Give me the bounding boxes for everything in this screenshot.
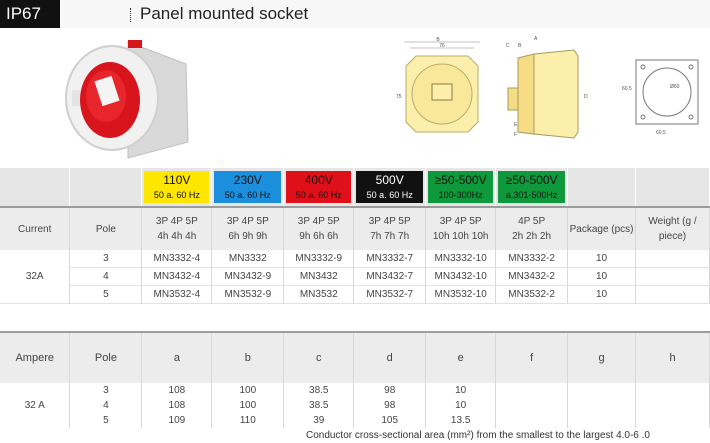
package-value: 10: [568, 268, 636, 286]
dim-value: [568, 413, 636, 428]
dim-value: 10: [426, 398, 496, 413]
dimension-table: [0, 331, 710, 428]
product-code: MN3332-9: [284, 250, 354, 268]
product-code: MN3332-2: [496, 250, 568, 268]
svg-text:C: C: [506, 43, 510, 49]
voltage-cell: [284, 168, 354, 207]
dim-value: [636, 413, 710, 428]
svg-text:B: B: [436, 37, 440, 43]
pole-value: 3: [70, 383, 142, 398]
header-blank: [70, 168, 142, 207]
dim-value: 108: [142, 383, 212, 398]
product-code-table: [0, 168, 710, 304]
dim-header-h: h: [636, 332, 710, 383]
dim-header-a: a: [142, 332, 212, 383]
svg-text:60.5: 60.5: [656, 130, 666, 136]
package-value: 10: [568, 250, 636, 268]
voltage-swatch: 400V 50 a. 60 Hz: [286, 171, 351, 203]
product-code: MN3432-4: [142, 268, 212, 286]
table-row: [0, 413, 710, 428]
dim-value: 38.5: [284, 398, 354, 413]
package-header: Package (pcs): [568, 207, 636, 250]
pole-config-header: 3P 4P 5P 4h 4h 4h: [142, 207, 212, 250]
dim-value: 13.5: [426, 413, 496, 428]
voltage-swatch: 230V 50 a. 60 Hz: [214, 171, 281, 203]
dim-value: [636, 398, 710, 413]
product-code: MN3432-9: [212, 268, 284, 286]
table-row: [0, 383, 710, 398]
dim-value: 105: [354, 413, 426, 428]
dim-value: 98: [354, 383, 426, 398]
dim-value: [568, 398, 636, 413]
product-code: MN3532-2: [496, 286, 568, 304]
voltage-cell: [426, 168, 496, 207]
weight-value: [636, 268, 710, 286]
product-code: MN3432-10: [426, 268, 496, 286]
product-code: MN3532-4: [142, 286, 212, 304]
current-value: 32A: [0, 250, 70, 304]
pole-config-header: 3P 4P 5P 10h 10h 10h: [426, 207, 496, 250]
voltage-swatch: ≥50-500V a.301-500Hz: [498, 171, 565, 203]
pole-value: 4: [70, 398, 142, 413]
dim-header-e: e: [426, 332, 496, 383]
product-code: MN3432: [284, 268, 354, 286]
product-code: MN3332: [212, 250, 284, 268]
page-title: Panel mounted socket: [140, 4, 309, 23]
pole-value: 3: [70, 250, 142, 268]
voltage-cell: [142, 168, 212, 207]
product-code: MN3432-2: [496, 268, 568, 286]
product-code: MN3532-7: [354, 286, 426, 304]
product-code: MN3332-10: [426, 250, 496, 268]
dim-value: 109: [142, 413, 212, 428]
column-header-row: [0, 207, 710, 250]
svg-text:60.5: 60.5: [622, 86, 632, 92]
table-row: [0, 250, 710, 268]
voltage-cell: [496, 168, 568, 207]
pole-value: 5: [70, 413, 142, 428]
product-code: MN3532-9: [212, 286, 284, 304]
side-view-drawing: [500, 34, 596, 144]
pole-header: Pole: [70, 207, 142, 250]
current-header: Current: [0, 207, 70, 250]
title-separator: [130, 8, 133, 22]
header-bar: [0, 0, 710, 28]
dim-header-c: c: [284, 332, 354, 383]
front-view-drawing: [388, 34, 488, 144]
dim-value: [496, 413, 568, 428]
voltage-swatch: ≥50-500V 100-300Hz: [428, 171, 493, 203]
svg-text:F: F: [514, 132, 518, 138]
weight-header: Weight (g / piece): [636, 207, 710, 250]
package-value: 10: [568, 286, 636, 304]
table-row: [0, 268, 710, 286]
ip-rating-badge: IP67: [0, 0, 60, 28]
table-row: [0, 286, 710, 304]
dim-value: [496, 383, 568, 398]
dim-value: 98: [354, 398, 426, 413]
dim-value: 100: [212, 398, 284, 413]
conductor-footnote: Conductor cross-sectional area (mm²) from the smallest to the largest 4.0-6 .0: [305, 430, 650, 441]
ampere-header: Ampere: [0, 332, 70, 383]
pole-config-header: 4P 5P 2h 2h 2h: [496, 207, 568, 250]
pole-value: 5: [70, 286, 142, 304]
weight-value: [636, 250, 710, 268]
product-code: MN3532: [284, 286, 354, 304]
product-code: MN3532-10: [426, 286, 496, 304]
voltage-cell: [212, 168, 284, 207]
panel-cutout-drawing: [620, 54, 704, 136]
pole-header: Pole: [70, 332, 142, 383]
header-blank: [636, 168, 710, 207]
voltage-header-row: [0, 168, 710, 207]
ampere-value: 32 A: [0, 383, 70, 428]
dim-value: 10: [426, 383, 496, 398]
header-blank: [0, 168, 70, 207]
dim-value: [636, 383, 710, 398]
weight-value: [636, 286, 710, 304]
header-blank: [568, 168, 636, 207]
pole-config-header: 3P 4P 5P 7h 7h 7h: [354, 207, 426, 250]
dim-value: 38.5: [284, 383, 354, 398]
svg-text:A: A: [534, 36, 538, 42]
dim-value: 100: [212, 383, 284, 398]
dim-header-d: d: [354, 332, 426, 383]
dim-value: 39: [284, 413, 354, 428]
product-code: MN3332-7: [354, 250, 426, 268]
pole-config-header: 3P 4P 5P 9h 6h 6h: [284, 207, 354, 250]
voltage-swatch: 500V 50 a. 60 Hz: [356, 171, 423, 203]
socket-product-image: [58, 34, 198, 164]
dim-value: [496, 398, 568, 413]
dimension-header-row: [0, 332, 710, 383]
svg-text:E: E: [514, 122, 518, 128]
voltage-cell: [354, 168, 426, 207]
pole-config-header: 3P 4P 5P 6h 9h 9h: [212, 207, 284, 250]
dim-header-g: g: [568, 332, 636, 383]
product-code: MN3432-7: [354, 268, 426, 286]
svg-text:B: B: [518, 43, 522, 49]
voltage-swatch: 110V 50 a. 60 Hz: [144, 171, 209, 203]
dim-value: 108: [142, 398, 212, 413]
svg-text:75: 75: [396, 94, 402, 100]
dim-value: [568, 383, 636, 398]
pole-value: 4: [70, 268, 142, 286]
svg-text:76: 76: [439, 43, 445, 49]
dim-header-f: f: [496, 332, 568, 383]
dim-value: 110: [212, 413, 284, 428]
table-row: [0, 398, 710, 413]
svg-text:Ø60: Ø60: [670, 84, 680, 90]
dim-header-b: b: [212, 332, 284, 383]
product-code: MN3332-4: [142, 250, 212, 268]
svg-text:D: D: [584, 94, 588, 100]
